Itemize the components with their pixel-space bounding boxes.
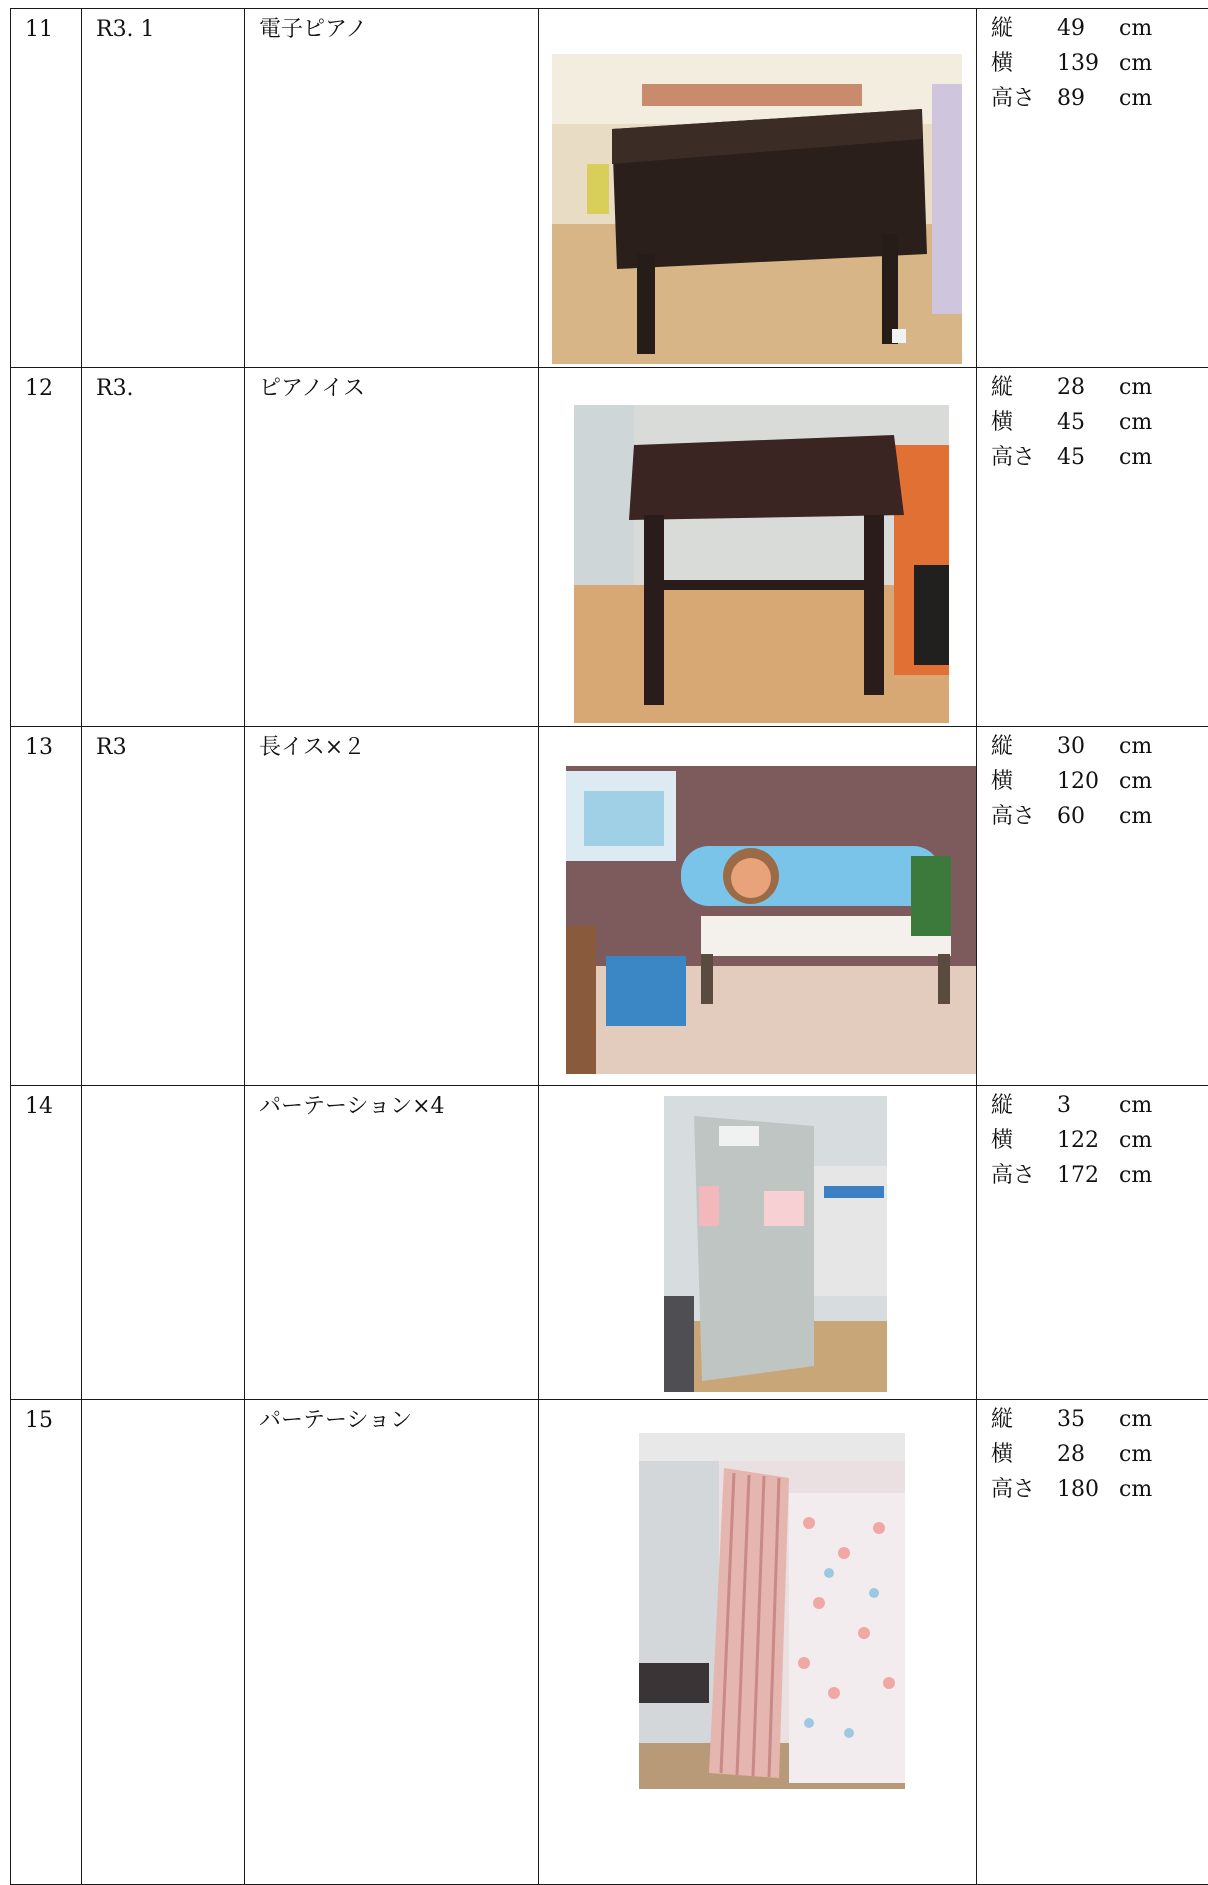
photo-cell bbox=[539, 368, 977, 727]
table-row bbox=[11, 1086, 1208, 1400]
photo-cell bbox=[539, 9, 977, 368]
folding-partition-photo bbox=[639, 1433, 905, 1789]
photo-cell bbox=[539, 1086, 977, 1400]
item-number-cell: 13 bbox=[11, 727, 82, 1086]
purchase-date-cell: R3 bbox=[82, 727, 245, 1086]
size-cell: 縦 49 cm 横 139 cm 高さ 89 cm bbox=[977, 9, 1208, 368]
photo-cell bbox=[539, 727, 977, 1086]
size-cell: 縦 30 cm 横 120 cm 高さ 60 cm bbox=[977, 727, 1208, 1086]
inventory-table bbox=[10, 8, 1208, 1885]
purchase-date-cell bbox=[82, 1086, 245, 1400]
item-name-cell: パーテーション bbox=[245, 1400, 539, 1885]
table-row bbox=[11, 368, 1208, 727]
item-number-cell: 11 bbox=[11, 9, 82, 368]
long-bench-photo bbox=[566, 766, 976, 1074]
purchase-date-cell bbox=[82, 1400, 245, 1885]
size-cell: 縦 3 cm 横 122 cm 高さ 172 cm bbox=[977, 1086, 1208, 1400]
size-cell: 縦 28 cm 横 45 cm 高さ 45 cm bbox=[977, 368, 1208, 727]
electronic-piano-photo bbox=[552, 54, 962, 364]
table-row bbox=[11, 1400, 1208, 1885]
purchase-date-cell: R3. 1 bbox=[82, 9, 245, 368]
partition-panel-photo bbox=[664, 1096, 887, 1392]
table-row bbox=[11, 9, 1208, 368]
photo-cell bbox=[539, 1400, 977, 1885]
item-name-cell: 長イス×２ bbox=[245, 727, 539, 1086]
purchase-date-cell: R3. bbox=[82, 368, 245, 727]
item-name-cell: パーテーション×4 bbox=[245, 1086, 539, 1400]
item-name-cell: ピアノイス bbox=[245, 368, 539, 727]
size-cell: 縦 35 cm 横 28 cm 高さ 180 cm bbox=[977, 1400, 1208, 1885]
item-number-cell: 14 bbox=[11, 1086, 82, 1400]
table-row bbox=[11, 727, 1208, 1086]
item-name-cell: 電子ピアノ bbox=[245, 9, 539, 368]
piano-bench-photo bbox=[574, 405, 949, 723]
item-number-cell: 12 bbox=[11, 368, 82, 727]
item-number-cell: 15 bbox=[11, 1400, 82, 1885]
